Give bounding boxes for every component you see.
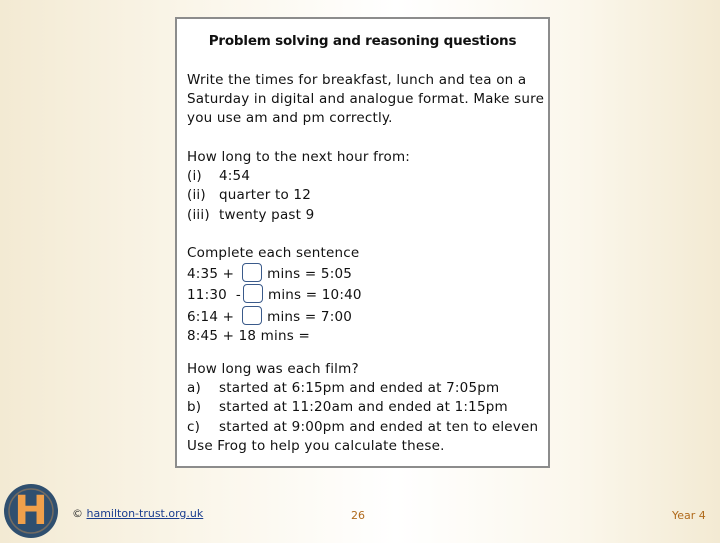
item-text: quarter to 12	[219, 187, 312, 204]
sentence-start: 11:30 -	[187, 287, 241, 304]
next-hour-question	[187, 148, 410, 225]
copyright-symbol: ©	[72, 507, 83, 520]
sentence-row: 8:45 + 18 mins =	[187, 327, 310, 344]
hamilton-trust-link[interactable]: hamilton-trust.org.uk	[86, 507, 204, 520]
list-item	[187, 398, 538, 417]
text-line: you use am and pm correctly.	[187, 110, 393, 127]
sentence-row	[187, 263, 362, 284]
text-line: Write the times for breakfast, lunch and tea on a	[187, 72, 527, 88]
list-item	[187, 167, 410, 186]
answer-box[interactable]	[243, 284, 263, 303]
worksheet-title: Problem solving and reasoning questions	[208, 33, 517, 49]
footer-copyright	[72, 507, 203, 520]
list-item	[187, 418, 538, 437]
item-tag: (ii)	[187, 187, 206, 204]
list-item	[187, 379, 538, 398]
sentence-start: 4:35 +	[187, 266, 235, 283]
complete-sentence-question	[187, 244, 362, 346]
item-text: 4:54	[219, 168, 251, 185]
question-heading: Complete each sentence	[187, 245, 360, 261]
item-tag: (iii)	[187, 206, 210, 223]
item-tag: a)	[187, 380, 201, 397]
answer-box[interactable]	[242, 263, 262, 282]
item-text: twenty past 9	[219, 206, 315, 223]
sentence-end: mins = 7:00	[267, 308, 353, 325]
item-text: started at 9:00pm and ended at ten to eleven	[219, 418, 539, 435]
item-tag: b)	[187, 399, 202, 416]
list-item	[187, 186, 410, 205]
question-heading: How long to the next hour from:	[187, 149, 411, 165]
question-heading: How long was each film?	[187, 361, 359, 377]
item-tag: (i)	[187, 168, 202, 185]
list-item	[187, 206, 410, 225]
film-length-question	[187, 360, 538, 456]
item-tag: c)	[187, 418, 201, 435]
worksheet-card	[175, 17, 550, 468]
sentence-row	[187, 306, 362, 327]
page-number: 26	[351, 509, 365, 522]
text-line: Saturday in digital and analogue format. Make sure	[187, 91, 545, 108]
sentence-start: 6:14 +	[187, 308, 235, 325]
item-text: started at 11:20am and ended at 1:15pm	[219, 399, 508, 416]
intro-question	[187, 71, 544, 129]
logo-letter: H	[14, 488, 48, 534]
answer-box[interactable]	[242, 306, 262, 325]
sentence-end: mins = 10:40	[267, 287, 362, 304]
closing-text: Use Frog to help you calculate these.	[187, 437, 445, 454]
hamilton-logo	[3, 483, 59, 539]
sentence-row	[187, 284, 362, 305]
year-label: Year 4	[672, 509, 706, 522]
item-text: started at 6:15pm and ended at 7:05pm	[219, 380, 500, 397]
sentence-end: mins = 5:05	[267, 266, 353, 283]
